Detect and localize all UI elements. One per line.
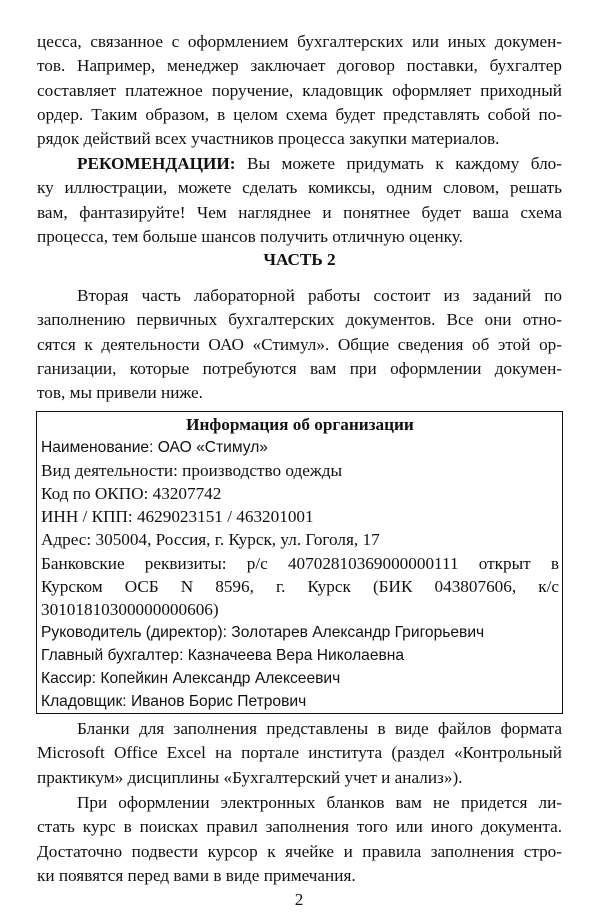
text-line: заполнению первичных бухгалтерских документов. Все они отно- <box>37 310 562 330</box>
organization-info-title: Информация об организации <box>186 415 414 434</box>
text-line: Бланки для заполнения представлены в виде файлов формата <box>77 719 562 738</box>
organization-name: Наименование: ОАО «Стимул» <box>41 439 268 457</box>
text-line: практикум» дисциплины «Бухгалтерский учет и анализ»). <box>37 767 463 787</box>
recommendations-first-line: Вы можете придумать к каждому бло- <box>235 154 562 173</box>
paragraph-process-description <box>37 30 562 151</box>
organization-bank-details: Курском ОСБ N 8596, г. Курск (БИК 043807606, к/с <box>41 576 559 596</box>
text-line: процесса, тем больше шансов получить отличную оценку. <box>37 226 463 246</box>
text-line: Достаточно подвести курсор к ячейке и правила заполнения стро- <box>37 841 562 861</box>
text-line: ку иллюстрации, можете сделать комиксы, одним словом, решать <box>37 178 562 198</box>
text-line: ганизации, которые потребуются вам при оформлении докумен- <box>37 358 562 378</box>
text-line: сятся к деятельности ОАО «Стимул». Общие сведения об этой ор- <box>37 334 562 354</box>
text-line: стать курс в поисках правил заполнения того или иного документа. <box>37 817 562 837</box>
organization-director: Руководитель (директор): Золотарев Александр Григорьевич <box>41 623 485 641</box>
paragraph-part-two-intro <box>37 284 562 405</box>
section-heading: ЧАСТЬ 2 <box>263 250 336 269</box>
text-line: тов. Например, менеджер заключает договор поставки, бухгалтер <box>37 56 562 76</box>
page-number: 2 <box>294 890 304 909</box>
organization-storekeeper: Кладовщик: Иванов Борис Петрович <box>41 693 307 711</box>
text-line: тов, мы привели ниже. <box>37 383 203 403</box>
text-line: Вторая часть лабораторной работы состоит из заданий по <box>77 286 562 305</box>
paragraph-forms-location <box>37 717 562 790</box>
text-line: цесса, связанное с оформлением бухгалтерских или иных докумен- <box>37 32 562 51</box>
organization-chief-accountant: Главный бухгалтер: Казначеева Вера Николаевна <box>41 646 405 664</box>
organization-activity: Вид деятельности: производство одежды <box>41 461 343 481</box>
paragraph-recommendations <box>37 152 562 249</box>
organization-cashier: Кассир: Копейкин Александр Алексеевич <box>41 670 341 688</box>
recommendations-label: РЕКОМЕНДАЦИИ: <box>77 154 236 173</box>
organization-okpo: Код по ОКПО: 43207742 <box>41 484 222 504</box>
organization-bank-details: Банковские реквизиты: р/с 40702810369000000111 открыт в <box>41 553 559 573</box>
text-line <box>37 152 562 176</box>
organization-info-box <box>36 411 563 714</box>
text-line: ки появятся перед вами в виде примечания. <box>37 865 356 885</box>
text-line: вам, фантазируйте! Чем нагляднее и понятнее будет ваша схема <box>37 202 562 222</box>
organization-inn-kpp: ИНН / КПП: 4629023151 / 463201001 <box>41 507 314 527</box>
text-line: При оформлении электронных бланков вам не придется ли- <box>77 793 562 812</box>
organization-bank-details: 30101810300000000606) <box>41 599 219 619</box>
text-line: ордер. Таким образом, в целом схема будет представлять собой по- <box>37 104 562 124</box>
paragraph-electronic-forms <box>37 791 562 888</box>
text-line: рядок действий всех участников процесса закупки материалов. <box>37 129 500 149</box>
organization-address: Адрес: 305004, Россия, г. Курск, ул. Гоголя, 17 <box>41 530 380 550</box>
text-line: Microsoft Office Excel на портале института (раздел «Контрольный <box>37 743 562 763</box>
text-line: составляет платежное поручение, кладовщик оформляет приходный <box>37 80 562 100</box>
